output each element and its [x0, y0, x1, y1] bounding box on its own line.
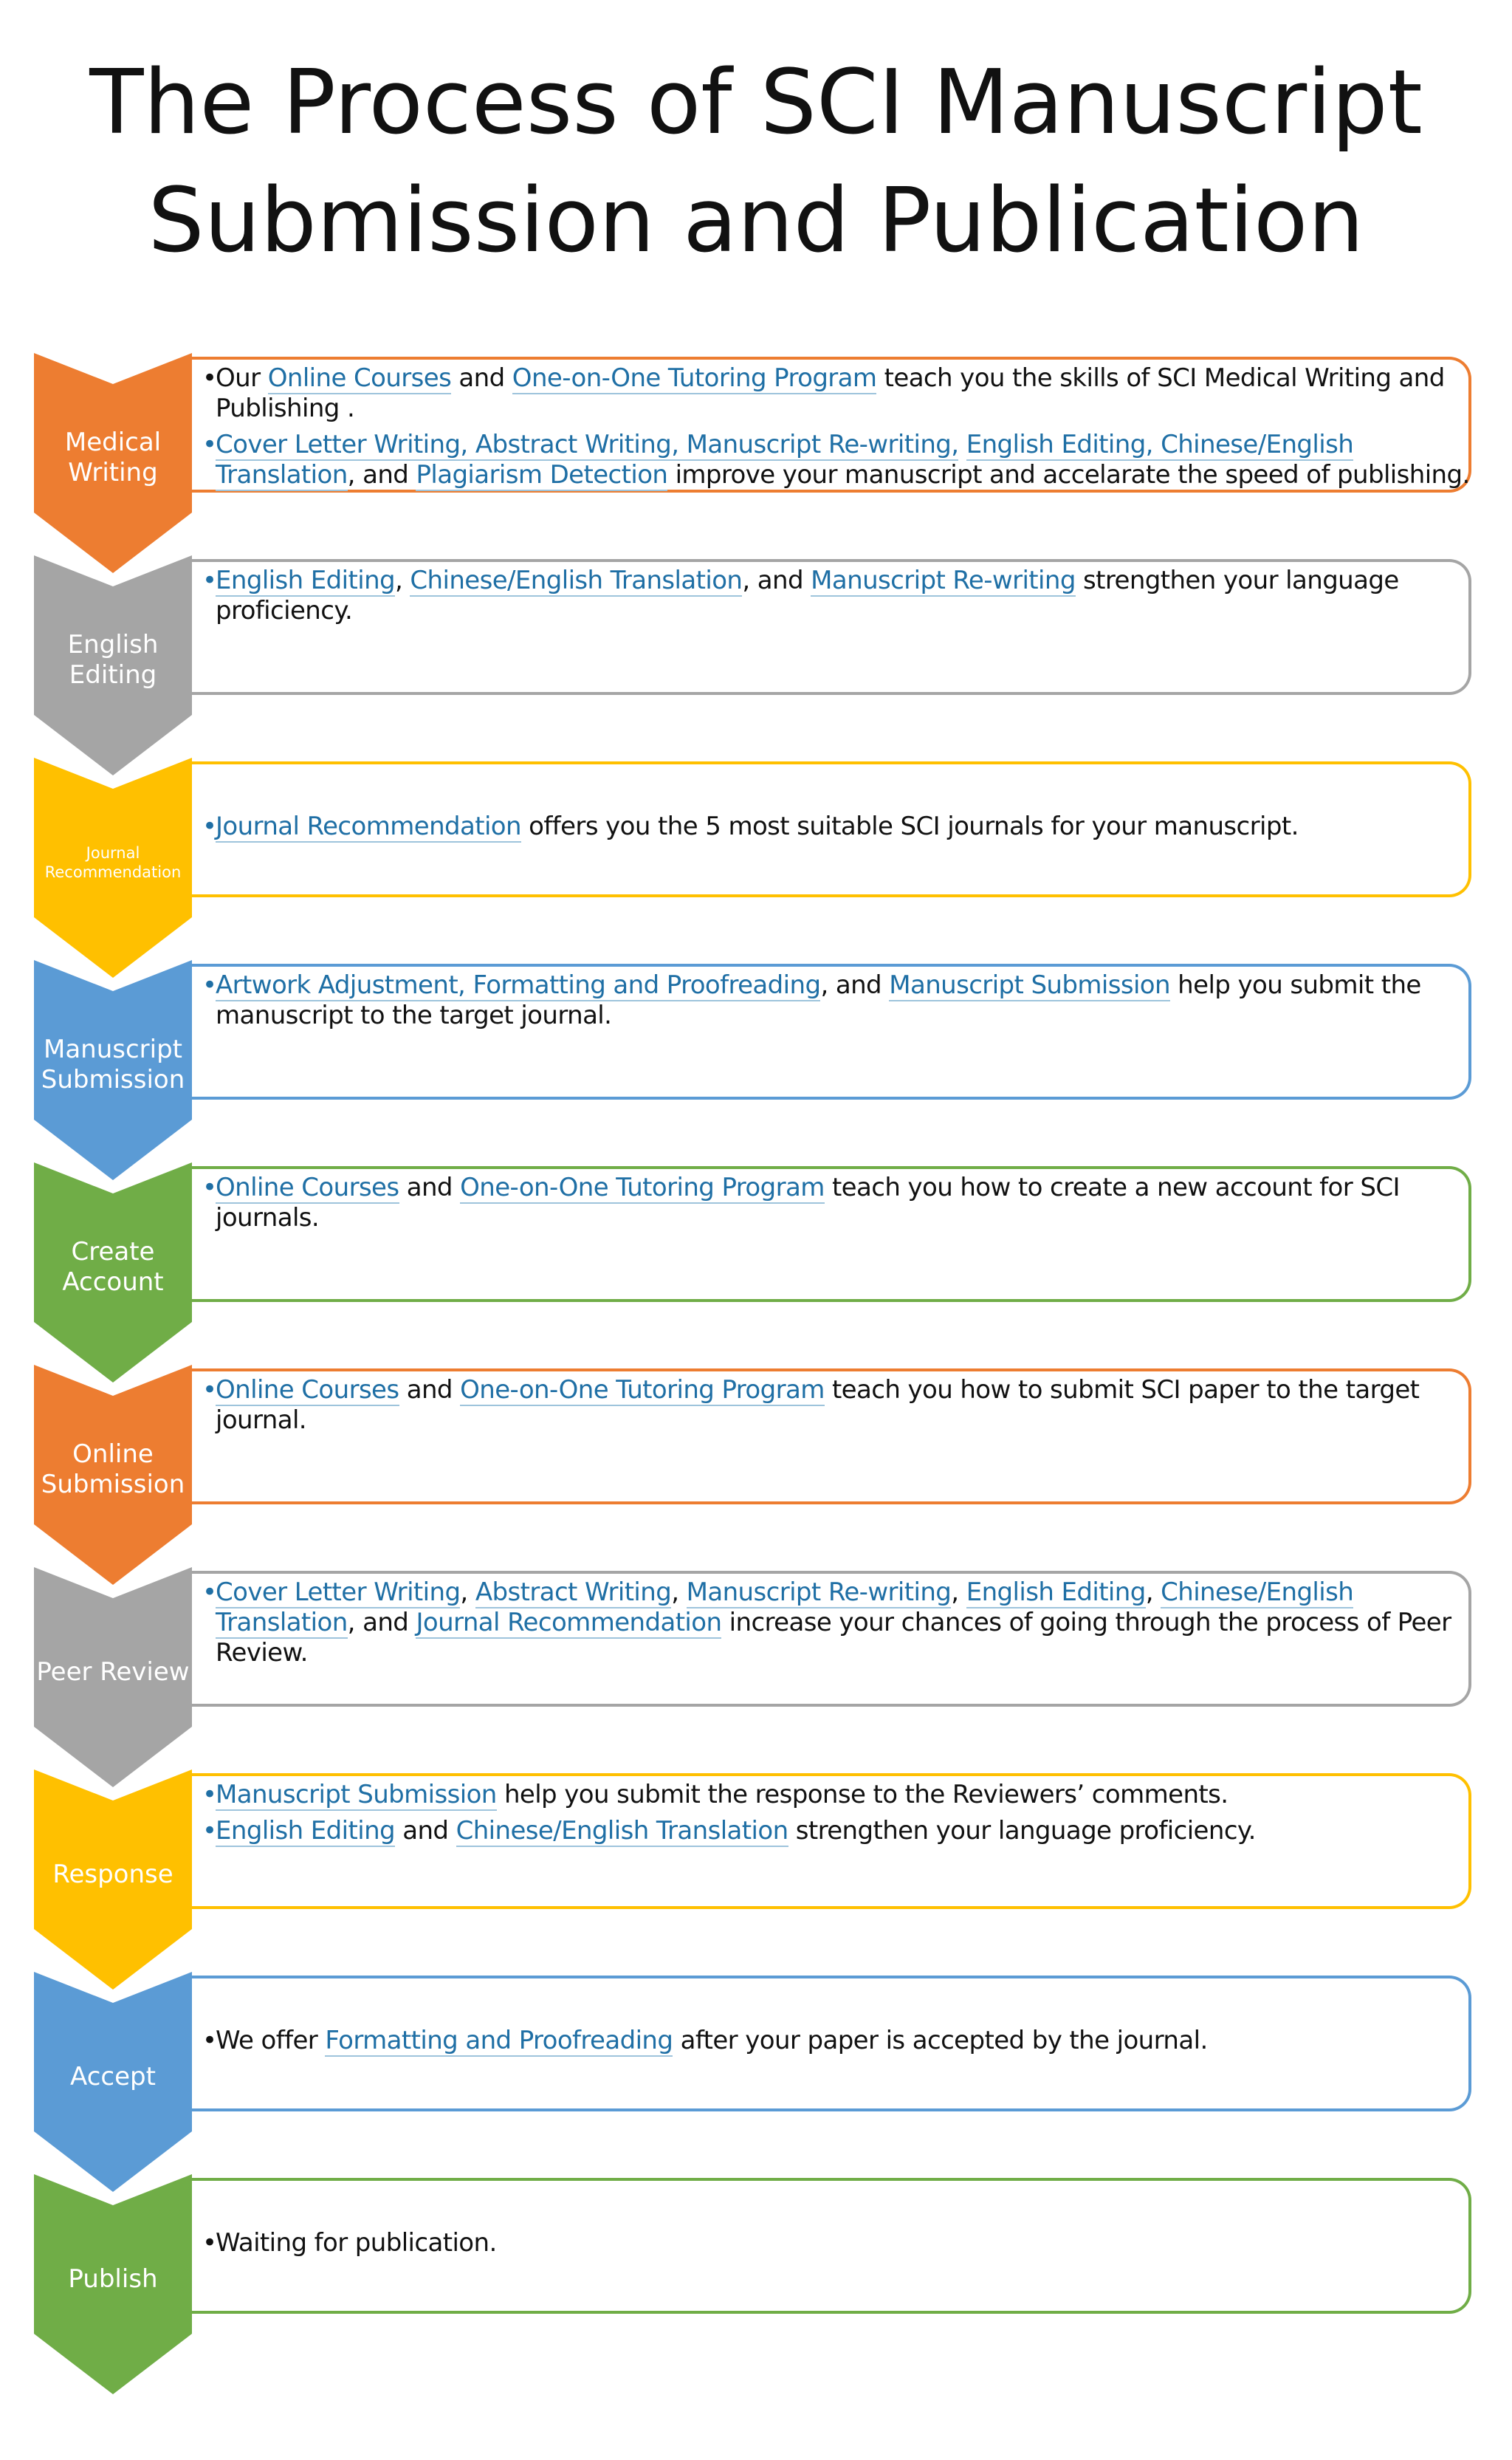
bullet-paragraph	[202, 566, 1472, 626]
description-text: and	[451, 363, 512, 393]
bullet-icon: •	[202, 1577, 217, 1607]
service-link[interactable]: Online Courses	[216, 1173, 399, 1202]
service-link[interactable]: Journal Recommendation	[216, 811, 521, 841]
description-text: help you submit the manuscript to the target journal.	[216, 970, 1421, 1030]
service-link[interactable]: Manuscript Submission	[889, 970, 1170, 1000]
service-link[interactable]: Chinese/English Translation	[456, 1816, 788, 1846]
service-link[interactable]: Journal Recommendation	[416, 1608, 722, 1637]
description-text: , and	[820, 970, 890, 1000]
step-description	[202, 1577, 1472, 1674]
process-step	[0, 555, 1512, 792]
service-link[interactable]: Online Courses	[267, 363, 452, 393]
page-title	[0, 44, 1512, 281]
step-description	[202, 1780, 1472, 1852]
step-label: Medical Writing	[64, 428, 162, 487]
description-text: , and	[742, 566, 811, 595]
step-description	[202, 1375, 1472, 1442]
title-line-1: The Process of SCI Manuscript	[89, 52, 1423, 154]
step-description	[202, 2178, 1472, 2314]
bullet-paragraph	[202, 1780, 1472, 1810]
service-link[interactable]: One-on-One Tutoring Program	[460, 1375, 825, 1405]
title-line-2: Submission and Publication	[148, 170, 1364, 273]
bullet-icon: •	[202, 1780, 217, 1809]
process-step	[0, 758, 1512, 994]
step-description	[202, 761, 1472, 897]
description-text	[958, 430, 966, 459]
service-link[interactable]: Cover Letter Writing, Abstract Writing, Manuscript Re-writing,	[216, 430, 959, 459]
description-text: strengthen your language proficiency.	[788, 1816, 1256, 1846]
description-text: and	[399, 1173, 461, 1202]
step-description	[202, 1173, 1472, 1239]
service-link[interactable]: English Editing	[966, 1577, 1146, 1607]
service-link[interactable]: Abstract Writing	[475, 1577, 672, 1607]
bullet-paragraph	[202, 2228, 497, 2258]
description-text: teach you the skills of SCI Medical Writing and Publishing .	[216, 363, 1445, 423]
bullet-paragraph	[202, 363, 1472, 424]
bullet-paragraph	[202, 1577, 1472, 1668]
description-text: teach you how to create a new account for SCI journals.	[216, 1173, 1400, 1233]
description-text: Our	[216, 363, 268, 393]
step-description	[202, 970, 1472, 1037]
process-step	[0, 1769, 1512, 2006]
description-text: teach you how to submit SCI paper to the target journal.	[216, 1375, 1420, 1435]
description-text: ,	[460, 1577, 475, 1607]
service-link[interactable]: Chinese/English Translation	[216, 1577, 1354, 1637]
process-step	[0, 2174, 1512, 2411]
process-step	[0, 1162, 1512, 1399]
bullet-icon: •	[202, 430, 217, 459]
description-text: improve your manuscript and accelarate the speed of publishing.	[667, 460, 1470, 490]
description-text: ,	[395, 566, 410, 595]
description-text: help you submit the response to the Reviewers’ comments.	[496, 1780, 1228, 1809]
description-text: and	[399, 1375, 461, 1405]
bullet-icon: •	[202, 1173, 217, 1202]
step-label: Response	[52, 1859, 173, 1889]
process-step	[0, 1365, 1512, 1601]
process-step	[0, 1972, 1512, 2208]
bullet-paragraph	[202, 1173, 1472, 1233]
service-link[interactable]: Manuscript Submission	[216, 1780, 497, 1809]
description-text: after your paper is accepted by the journal.	[673, 2025, 1208, 2055]
service-link[interactable]: Online Courses	[216, 1375, 399, 1405]
bullet-paragraph	[202, 1375, 1472, 1436]
service-link[interactable]: Formatting and Proofreading	[325, 2025, 673, 2055]
description-text: ,	[1145, 1577, 1161, 1607]
process-step	[0, 353, 1512, 589]
step-label: Manuscript Submission	[41, 1035, 185, 1094]
service-link[interactable]: English Editing, Chinese/English Translation	[216, 430, 1354, 490]
bullet-paragraph	[202, 1816, 1472, 1846]
step-label: Accept	[70, 2061, 156, 2091]
description-text: ,	[671, 1577, 687, 1607]
service-link[interactable]: One-on-One Tutoring Program	[512, 363, 877, 393]
description-text: We offer	[216, 2025, 326, 2055]
process-step	[0, 960, 1512, 1196]
bullet-icon: •	[202, 1375, 217, 1405]
step-label: Online Submission	[41, 1439, 185, 1499]
bullet-icon: •	[202, 2025, 217, 2055]
bullet-icon: •	[202, 363, 217, 393]
bullet-icon: •	[202, 566, 217, 595]
step-label: Create Account	[62, 1237, 164, 1297]
bullet-paragraph	[202, 430, 1472, 490]
description-text: increase your chances of going through the process of Peer Review.	[216, 1608, 1451, 1668]
bullet-paragraph	[202, 2026, 1208, 2056]
step-label: Peer Review	[36, 1656, 190, 1687]
description-text: ,	[951, 1577, 966, 1607]
service-link[interactable]: One-on-One Tutoring Program	[460, 1173, 825, 1202]
step-label: Journal Recommendation	[44, 844, 182, 881]
description-text: Waiting for publication.	[216, 2227, 497, 2258]
step-label: English Editing	[67, 630, 159, 690]
bullet-icon: •	[202, 2227, 217, 2258]
bullet-icon: •	[202, 970, 217, 1000]
description-text: and	[395, 1816, 456, 1846]
bullet-icon: •	[202, 1816, 217, 1846]
service-link[interactable]: Chinese/English Translation	[410, 566, 743, 595]
description-text: strengthen your language proficiency.	[216, 566, 1399, 626]
service-link[interactable]: English Editing	[216, 566, 395, 595]
service-link[interactable]: English Editing	[216, 1816, 395, 1846]
process-step	[0, 1567, 1512, 1803]
service-link[interactable]: Cover Letter Writing	[216, 1577, 461, 1607]
step-description	[202, 1976, 1472, 2111]
description-text: , and	[347, 1608, 416, 1637]
service-link[interactable]: Manuscript Re-writing	[686, 1577, 952, 1607]
service-link[interactable]: Manuscript Re-writing	[811, 566, 1076, 595]
description-text: , and	[347, 460, 416, 490]
bullet-icon: •	[202, 811, 217, 841]
service-link[interactable]: Plagiarism Detection	[416, 460, 668, 490]
step-label: Publish	[68, 2264, 158, 2294]
description-text: offers you the 5 most suitable SCI journals for your manuscript.	[520, 811, 1299, 841]
bullet-paragraph	[202, 970, 1472, 1031]
bullet-paragraph	[202, 812, 1299, 842]
service-link[interactable]: Artwork Adjustment, Formatting and Proofreading	[216, 970, 821, 1000]
step-description	[202, 363, 1472, 496]
step-description	[202, 566, 1472, 632]
